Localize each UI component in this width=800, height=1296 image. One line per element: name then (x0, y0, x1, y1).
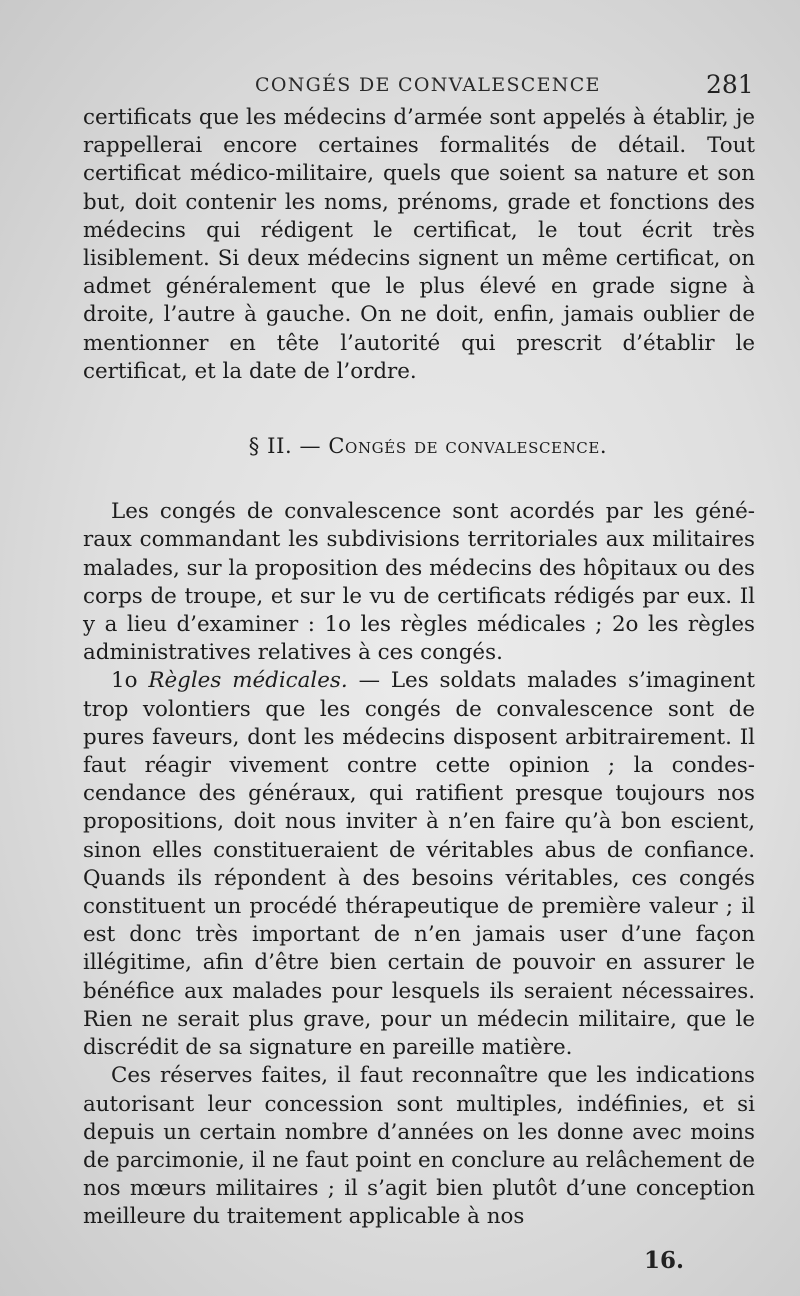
subsection-number: 1o (111, 668, 149, 694)
section-prefix: § II. — (248, 434, 329, 459)
paragraph-medical-rules (83, 667, 755, 1062)
section-title: Congés de convalescence. (328, 434, 608, 459)
subsection-text: Les soldats malades s’imaginent trop volontiers que les congés de convalescence sont de pures faveurs, dont les médecins disposent arbitrairement. Il faut réagir vivement contre cette opinion ; la condescendance des généraux, qui ratifient presque toujours nos propositions, doit nous inviter à n’en faire qu’à bon escient, sinon elles constitueraient de véritables abus de confiance. Quands ils répondent à des besoins véritables, ces congés constituent un procédé thérapeutique de première valeur ; il est donc très important de n’en jamais user d’une façon illégitime, afin d’être bien certain de pouvoir en assurer le bénéfice aux malades pour lesquels ils seraient nécessaires. Rien ne serait plus grave, pour un médecin militaire, que le discrédit de sa signature en pareille matière. (83, 668, 755, 1061)
running-title: CONGÉS DE CONVALESCENCE (255, 74, 601, 96)
signature-mark: 16. (644, 1247, 685, 1274)
body-text (83, 104, 755, 1232)
subsection-dash: — (347, 668, 391, 694)
page-number: 281 (706, 70, 754, 99)
paragraph-intro: Les congés de convalescence sont acordés par les généraux commandant les subdivisions territoriales aux militaires malades, sur la proposition des médecins des hôpitaux ou des corps de troupe, et sur le vu de certificats rédigés par eux. Il y a lieu d’examiner : 1o les règles médicales ; 2o les règles administratives relatives à ces congés. (83, 499, 755, 666)
section-heading (83, 432, 755, 460)
running-head (0, 70, 800, 104)
subsection-title: Règles médicales. (148, 668, 348, 694)
paragraph-reserves: Ces réserves faites, il faut reconnaître que les indications autorisant leur concession sont multiples, indéfinies, et si depuis un certain nombre d’années on les donne avec moins de parcimonie, il ne faut point en conclure au relâchement de nos mœurs militaires ; il s’agit bien plutôt d’une conception meilleure du traitement applicable à nos (83, 1063, 755, 1230)
paragraph-continued: certificats que les médecins d’armée sont appelés à établir, je rappellerai encore certaines formalités de détail. Tout certificat médico-militaire, quels que soient sa nature et son but, doit contenir les noms, prénoms, grade et fonctions des médecins qui rédigent le certificat, le tout écrit très lisiblement. Si deux médecins signent un même certificat, on admet généralement que le plus élevé en grade signe à droite, l’autre à gauche. On ne doit, enfin, jamais oublier de mentionner en tête l’autorité qui prescrit d’établir le certificat, et la date de l’ordre. (83, 105, 755, 384)
